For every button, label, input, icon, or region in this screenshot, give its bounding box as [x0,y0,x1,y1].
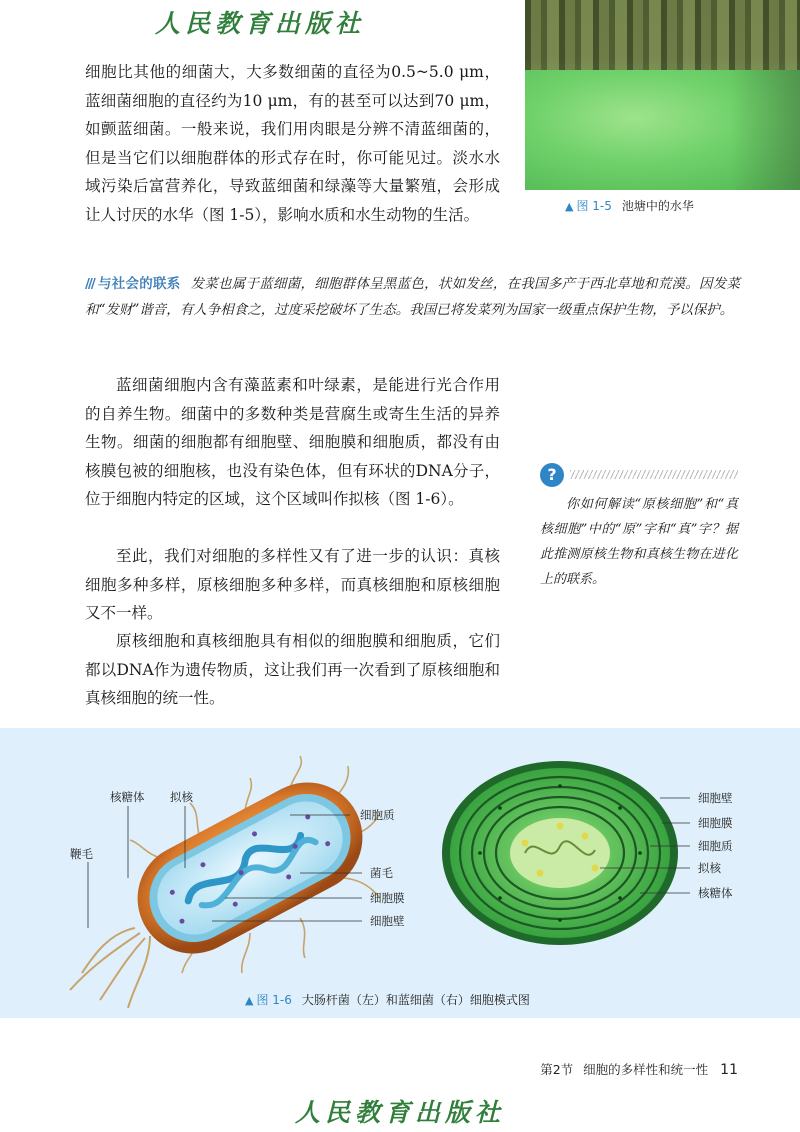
figure-1-6 [0,728,800,1018]
label-ribosome-left: 核糖体 [110,790,145,804]
sidebar-question: 你如何解读“原核细胞”和“真核细胞”中的“原”字和“真”字？据此推测原核生物和真核生物在进化上的联系。 [540,497,738,587]
label-pilus: 菌毛 [370,866,393,880]
social-tag [85,276,181,292]
label-cytoplasm-right: 细胞质 [698,839,733,853]
figure-caption-text: 大肠杆菌（左）和蓝细菌（右）细胞模式图 [301,993,530,1007]
cyanobacterium-cell [442,761,678,945]
footer-title: 细胞的多样性和统一性 [583,1062,709,1077]
photo-caption [565,197,694,214]
paragraph-3: 至此，我们对细胞的多样性又有了进一步的认识：真核细胞多种多样，原核细胞多种多样，而真核细胞和原核细胞又不一样。 [85,547,500,622]
label-nucleoid-right: 拟核 [698,861,721,875]
publisher-logo-bottom: 人民教育出版社 [294,1098,505,1127]
page-number: 11 [720,1062,738,1078]
label-ribosome-right: 核糖体 [698,886,733,900]
social-connection-box [85,271,740,323]
page-footer [540,1060,738,1078]
label-nucleoid-left: 拟核 [170,790,193,804]
paragraph-2: 蓝细菌细胞内含有藻蓝素和叶绿素，是能进行光合作用的自养生物。细菌中的多数种类是营腐生或寄生生活的异养生物。细菌的细胞都有细胞壁、细胞膜和细胞质，都没有由核膜包被的细胞核，也没有染色体，但有环状的DNA分子，位于细胞内特定的区域，这个区域叫作拟核（图 1-6）。 [85,376,500,508]
social-text: 发菜也属于蓝细菌，细胞群体呈黑蓝色，状如发丝，在我国多产于西北草地和荒漠。因发菜和“发财”谐音，有人争相食之，过度采挖破坏了生态。我国已将发菜列为国家一级重点保护生物，予以保护。 [85,276,741,318]
footer-section: 第2节 [540,1062,574,1077]
label-cytoplasm-left: 细胞质 [360,808,395,822]
paragraph-4: 原核细胞和真核细胞具有相似的细胞膜和细胞质，它们都以DNA作为遗传物质，这让我们再一次看到了原核细胞和真核细胞的统一性。 [85,632,500,707]
photo-caption-fig: 图 1-5 [576,199,612,213]
label-wall-right: 细胞壁 [698,791,733,805]
sidebar-rule [570,470,738,479]
pond-algae-photo [525,0,800,190]
publisher-logo-top: 人民教育出版社 [154,9,365,38]
flagella [70,928,150,1008]
figure-caption-triangle-icon: ▲ [245,994,254,1007]
photo-shade [730,70,800,190]
question-icon: ? [540,463,564,487]
label-membrane-left: 细胞膜 [370,891,405,905]
photo-trees [525,0,800,75]
paragraph-1: 细胞比其他的细菌大，大多数细菌的直径为0.5~5.0 μm，蓝细菌细胞的直径约为10 μm，有的甚至可以达到70 μm，如颤蓝细菌。一般来说，我们用肉眼是分辨不清蓝细菌的，但是当它们以细胞群体的形式存在时，你可能见过。淡水水域污染后富营养化，导致蓝细菌和绿藻等大量繁殖，会形成让人讨厌的水华（图 1-5），影响水质和水生动物的生活。 [85,63,500,224]
label-wall-left: 细胞壁 [370,914,405,928]
label-flagellum: 鞭毛 [70,847,93,861]
slash-icon: /// [85,276,94,292]
figure-caption [245,991,530,1008]
figure-caption-fig: 图 1-6 [256,993,292,1007]
photo-caption-text: 池塘中的水华 [621,199,694,213]
label-membrane-right: 细胞膜 [698,816,733,830]
social-tag-label: 与社会的联系 [97,276,181,292]
cell-diagram [0,728,800,1018]
caption-triangle-icon: ▲ [565,200,574,213]
